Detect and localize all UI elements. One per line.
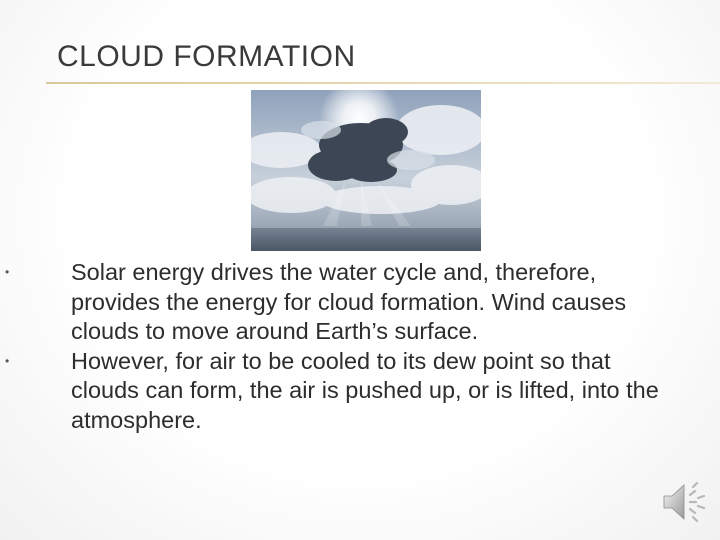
slide-title: CLOUD FORMATION [57,40,356,73]
bullet-marker: • [5,353,10,368]
bullet-item [0,347,671,436]
bullet-text: Solar energy drives the water cycle and, therefore, provides the energy for cloud formation. Wind causes clouds to move around Earth’s surface. [71,259,627,344]
title-underline [46,82,720,84]
bullet-item [0,258,671,347]
bullet-marker: • [5,265,10,279]
bullet-list [0,258,720,435]
cloud-photo [251,90,481,251]
speaker-icon[interactable] [660,478,708,526]
bullet-text: However, for air to be cooled to its dew point so that clouds can form, the air is pushed up, or is lifted, into the atmosphere. [71,347,659,433]
